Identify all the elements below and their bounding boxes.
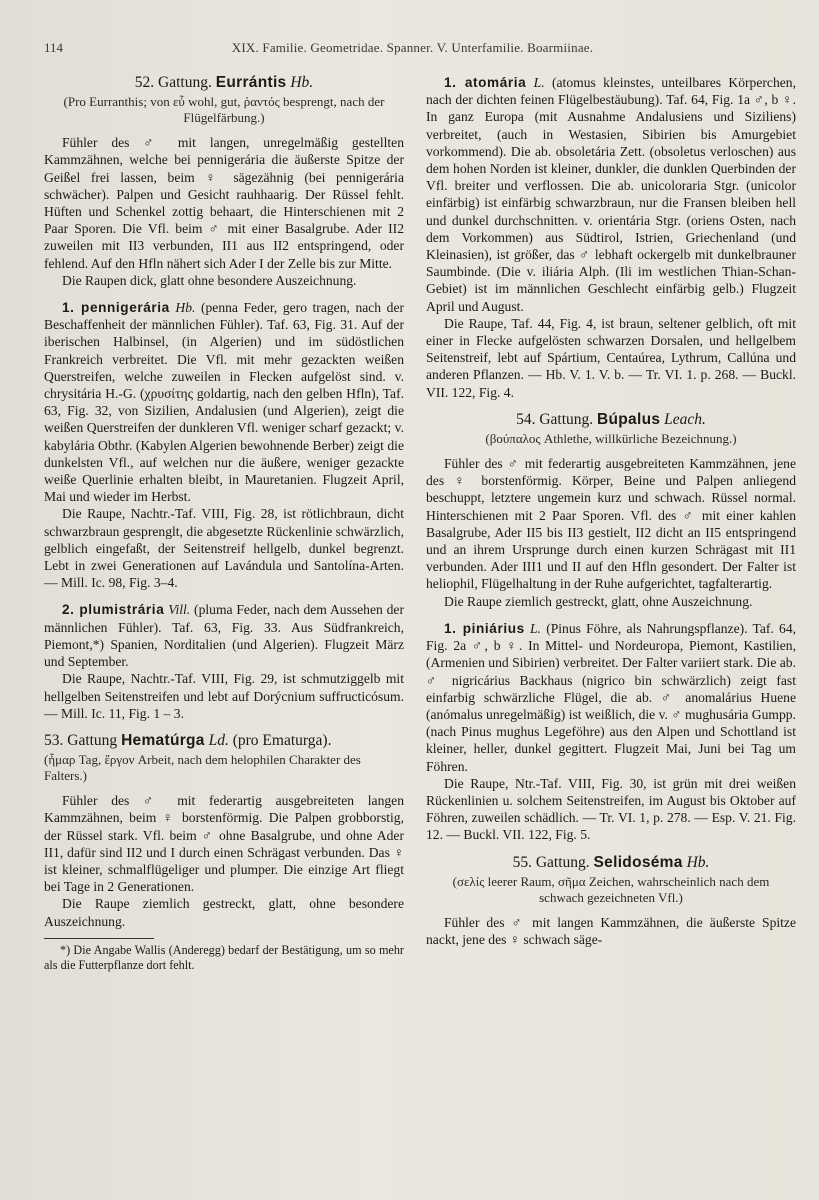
species-piniarius (426, 620, 796, 775)
genus-52-larva: Die Raupen dick, glatt ohne besondere Auszeichnung. (62, 272, 357, 288)
genus-55-description: Fühler des ♂ mit langen Kammzähnen, die äußerste Spitze nackt, jene des ♀ schwach säge- (426, 914, 796, 947)
page-number: 114 (44, 40, 64, 55)
genus-author: Hb. (290, 74, 314, 91)
genus-55-etymology: (σελίς leerer Raum, σῆμα Zeichen, wahrscheinlich nach dem schwach gezeichneten Vfl.) (452, 873, 770, 905)
genus-number: 54. Gattung. (516, 410, 594, 428)
genus-author: Leach. (664, 410, 706, 428)
footnote: *) Die Angabe Wallis (Anderegg) bedarf der Bestätigung, um so mehr als die Futterpflanze dort fehlt. (44, 942, 404, 972)
species-text: (penna Feder, gero tragen, nach der Beschaffenheit der männlichen Fühler). Taf. 63, Fig. 31. Auf der iberischen Halbinsel, (in Algerien) und im südöstlichen Frankreich verbreitet. Die Vfl. mit mehr gezackten weißen Querstreifen, welche zuweilen in Flecken aufgelöst sind. v. chrysitária H.-G. (χρυσίτης goldartig, nach den gelben Hfln), Taf. 63, Fig. 32, von Sizilien, Andalusien (und Algerien), zeigt die weißen Querstreifen der dunkleren Vfl. weniger scharf gezackt; v. kabylária Obthr. (Kabylen Algerien bewohnende Berber) zeigt die dunkelsten Vfl., auf welchen nur die äußere, weniger gezackte weiße Querlinie erhalten bleibt, in Mauretanien. Flugzeit April, Mai und wieder im Herbst. (44, 300, 404, 505)
species-piniarius-larva: Die Raupe, Ntr.-Taf. VIII, Fig. 30, ist grün mit drei weißen Rückenlinien u. solchem Seitenstreifen, im August bis Oktober auf Föhren, zuweilen schädlich. — Tr. VI. 1, p. 278. — Esp. V. 21. Fig. 12. — Buckl. VII. 122, Fig. 5. (426, 775, 796, 843)
genus-number: 52. Gattung. (134, 74, 212, 91)
genus-number: 53. Gattung (44, 731, 118, 749)
genus-name: Hematúrga (121, 731, 205, 749)
genus-53-description: Fühler des ♂ mit federartig ausgebreiteten langen Kammzähnen, beim ♀ borstenförmig. Die Palpen grobborstig, der Rüssel stark. Vfl. beim ♂ ohne Basalgrube, und ohne Ader II1, dafür sind II2 und I durch einen Schrägast verbunden. Das ♀ ist kleiner, schmalflügeliger und plumper. Die einzige Art fliegt bei Tage in 2 Generationen. (44, 793, 404, 895)
species-pennigeraria-larva: Die Raupe, Nachtr.-Taf. VIII, Fig. 28, ist rötlichbraun, dicht schwarzbraun gesprenglt, die abgesetzte Rückenlinie schwärzlich, gelblich eingefaßt, der Seitenstreif hellgelb, dunkel begrenzt. Lebt in zwei Generationen auf Lavándula und Santolína-Arten. — Mill. Ic. 98, Fig. 3–4. (44, 506, 404, 591)
genus-52-etymology: (Pro Eurranthis; von εὖ wohl, gut, ῥαντός besprengt, nach der Flügelfärbung.) (63, 94, 385, 126)
species-text: (atomus kleinstes, unteilbares Körperchen, nach der dichten feinen Flügelbestäubung). Taf. 64, Fig. 1a ♂, b ♀. In ganz Europa (mit Ausnahme Andalusiens und Siziliens) verbreitet, (auch in Westasien, Sibirien bis Amurgebiet vorkommend). Die ab. obsoletária Zett. (obsoletus verloschen) aus dem hohen Norden ist kleiner, dunkler, die dunklen Querbinden der Vfl. breiter und verflossen. Die ab. unicoloraria Stgr. (unicolor einfärbig) ist einfärbig schwarzbraun, nur die Fransen bleiben hell und dunkel durchschnitten. v. orientária Stgr. (oriens Osten, nach dem Vorkommen) aus Südtirol, Istrien, Griechenland (und Kleinasien), ist größer, das ♂ lebhaft ockergelb mit dunkelbrauner Saumbinde. (Die v. iliária Alph. (Ili im westlichen Thian-Schan-Gebiet) ist im männlichen Geschlecht einfärbig gelb.) Flugzeit April und August. (426, 75, 796, 314)
genus-54-description: Fühler des ♂ mit federartig ausgebreiteten Kammzähnen, jene des ♀ borstenförmig. Körper, Beine und Palpen anliegend beschuppt, letztere ungemein kurz und schwach. Rüssel normal. Hinterschienen mit 2 Paar Sporen. Vfl. des ♂ mit einer kahlen Basalgrube, Ader II5 bis II3 gestielt, II2 dicht an II5 entspringend und an ihrem Ursprunge durch einen kurzen Schrägast mit II1 verbunden. Ader III1 und II auf den Hfln gesondert. Der Falter ist heliophil, Flügelhaltung in der Ruhe aufgerichtet, tagfalterartig. (426, 456, 796, 592)
footnote-divider (44, 938, 154, 939)
genus-author: Ld. (208, 731, 229, 749)
genus-name: Búpalus (597, 410, 661, 428)
genus-53-heading (44, 732, 404, 749)
genus-author: Hb. (686, 853, 710, 871)
genus-52-description: Fühler des ♂ mit langen, unregelmäßig gestellten Kammzähnen, welche bei pennigerária die äußerste Spitze der Geißel frei lassen, beim ♀ sägezähnig (bei pennigerária schwächer). Palpen und Gesicht rauhhaarig. Der Rüssel fehlt. Hüften und Schenkel zottig behaart, die Hinterschienen mit 2 Paar Sporen. Die Vfl. beim ♂ mit einer Basalgrube. Ader II2 zuweilen mit II3 verbunden, II1 aus II2 entspringend, oder fehlend. Auf den Hfln nähert sich Ader I der Zelle bis zur Mitte. (44, 135, 404, 271)
species-text: (pluma Feder, nach dem Aussehen der männlichen Fühler). Taf. 63, Fig. 33. Aus Südfrankreich, Piemont,*) Spanien, Norditalien (und Algerien). Flugzeit März und September. (44, 602, 404, 670)
left-column (44, 74, 404, 1180)
genus-53-etymology: (ἦμαρ Tag, ἔργον Arbeit, nach dem helophilen Charakter des Falters.) (44, 752, 361, 784)
species-name: 1. atomária (444, 75, 527, 90)
genus-54-etymology: (βούπαλος Athlethe, willkürliche Bezeichnung.) (485, 431, 737, 447)
species-name: 1. piniárius (444, 620, 525, 636)
genus-54-heading (426, 411, 796, 428)
species-pennigeraria (44, 299, 404, 505)
species-author: L. (533, 75, 545, 90)
page-header (44, 40, 781, 60)
species-author: L. (530, 620, 541, 636)
species-plumistraria-larva: Die Raupe, Nachtr.-Taf. VIII, Fig. 29, ist schmutziggelb mit hellgelben Seitenstreifen und lebt auf Dorýcnium suffructicósum. — Mill. Ic. 11, Fig. 1 – 3. (44, 671, 404, 721)
genus-55-heading (426, 854, 796, 871)
genus-name: Eurrántis (215, 74, 287, 91)
species-text: (Pinus Föhre, als Nahrungspflanze). Taf. 64, Fig. 2a ♂, b ♀. In Mittel- und Nordeuropa, Piemont, Kastilien, (Armenien und Sibirien) verbreitet. Der Falter variiert stark. Die ab. ♂ nigricárius Backhaus (nigrico bin schwärzlich) zeigt fast einfarbig schwärzliche Flügel, die ab. ♂ anomalárius Huene (anómalus unregelmäßig) ist weißlich, die v. ♂ mughusária Gumpp. (nach Pinus mughus Legeföhre) aus den Alpen und Schottland ist kleiner, heller, dunkel gegittert. Flugzeit Mai, Juni bei Tag um Föhren. (426, 620, 796, 774)
species-atomaria-larva: Die Raupe, Taf. 44, Fig. 4, ist braun, seltener gelblich, oft mit einer in Flecke aufgelösten schwarzen Dorsalen, und hellgelbem Seitenstreif, lebt auf Spártium, Centaúrea, Lythrum, Callúna und anderen Pflanzen. — Hb. V. 1. V. b. — Tr. VI. 1. p. 268. — Buckl. VII. 122, Fig. 4. (426, 315, 796, 400)
species-name: 2. plumistrária (62, 602, 165, 618)
species-author: Vill. (168, 602, 191, 618)
genus-number: 55. Gattung. (512, 853, 590, 871)
genus-54-larva: Die Raupe ziemlich gestreckt, glatt, ohne Auszeichnung. (444, 593, 753, 609)
species-atomaria (426, 74, 796, 315)
genus-name: Selidoséma (593, 853, 683, 871)
genus-53-larva: Die Raupe ziemlich gestreckt, glatt, ohne besondere Auszeichnung. (44, 896, 404, 929)
running-title: XIX. Familie. Geometridae. Spanner. V. Unterfamilie. Boarmiinae. (231, 40, 594, 55)
species-name: 1. pennigerária (62, 300, 170, 316)
genus-52-heading (44, 74, 404, 91)
right-column (426, 74, 796, 1180)
genus-extra: (pro Ematurga). (232, 731, 332, 749)
species-plumistraria (44, 601, 404, 670)
species-author: Hb. (175, 300, 196, 316)
